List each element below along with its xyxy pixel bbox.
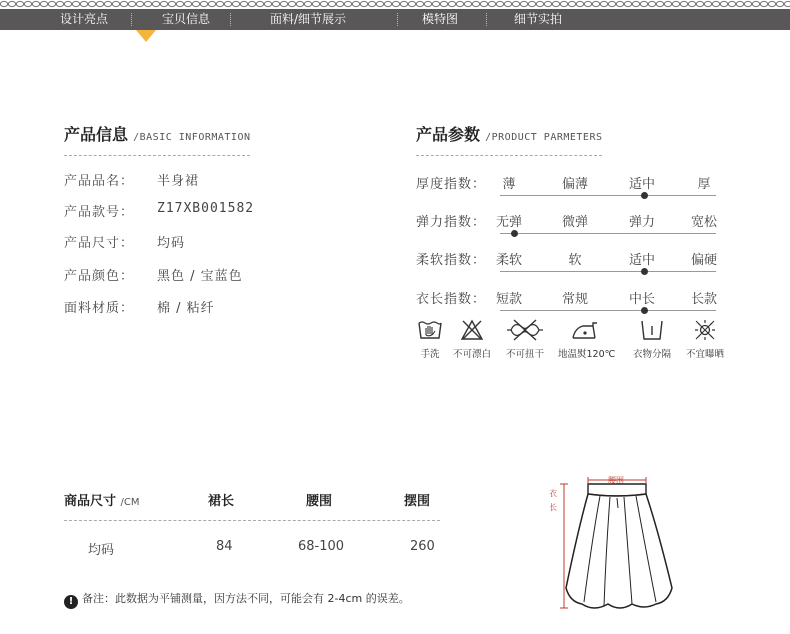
size-table-unit: /CM <box>120 497 140 508</box>
size-col-hem: 摆围 <box>404 494 431 509</box>
product-info-heading <box>64 122 250 145</box>
divider <box>416 155 602 156</box>
care-separate-wash <box>624 318 680 360</box>
param-level-indicator <box>511 230 518 237</box>
product-params-title: 产品参数 <box>416 125 481 144</box>
product-params-heading <box>416 122 602 145</box>
param-option: 长款 <box>690 292 717 307</box>
hand-wash-icon <box>417 318 443 342</box>
nav-bar <box>0 9 790 30</box>
divider <box>64 155 250 156</box>
active-tab-pointer-icon <box>136 30 156 42</box>
skirt-body <box>566 494 672 608</box>
nav-separator <box>486 13 487 26</box>
info-label-material: 面料材质： <box>64 301 135 316</box>
param-option: 偏薄 <box>561 177 588 192</box>
param-option: 弹力 <box>628 215 655 230</box>
param-scale-line <box>500 310 716 311</box>
info-label-name: 产品品名： <box>64 174 135 189</box>
param-option: 适中 <box>628 177 655 192</box>
param-option: 宽松 <box>690 215 717 230</box>
no-bleach-icon <box>459 318 485 342</box>
param-level-indicator <box>641 307 648 314</box>
measurement-note <box>64 590 410 609</box>
param-option: 适中 <box>628 253 655 268</box>
product-params-subtitle: /PRODUCT PARMETERS <box>485 132 603 143</box>
nav-item-design-highlights[interactable]: 设计亮点 <box>60 12 109 26</box>
info-label-color: 产品颜色： <box>64 269 135 284</box>
low-iron-icon <box>569 318 603 342</box>
care-label: 地温熨120℃ <box>558 349 616 360</box>
care-label: 衣物分隔 <box>632 349 671 360</box>
info-value-material: 棉 / 粘纤 <box>157 301 215 316</box>
care-low-iron <box>558 318 614 360</box>
info-value-name: 半身裙 <box>157 174 200 189</box>
param-label: 弹力指数： <box>416 215 487 230</box>
skirt-measurement-diagram <box>548 470 688 616</box>
waistband <box>588 484 646 496</box>
param-label: 厚度指数： <box>416 177 487 192</box>
separate-wash-icon <box>639 318 665 342</box>
warning-icon: ! <box>64 595 78 609</box>
param-option: 常规 <box>561 292 588 307</box>
no-wring-icon <box>505 318 545 342</box>
param-option: 软 <box>568 253 582 268</box>
waist-label: 腰围 <box>608 476 624 485</box>
decorative-chain-border <box>0 0 790 8</box>
nav-separator <box>397 13 398 26</box>
param-option: 无弹 <box>495 215 522 230</box>
info-label-sku: 产品款号： <box>64 205 135 220</box>
product-info-title: 产品信息 <box>64 125 129 144</box>
length-label-1: 衣 <box>549 489 557 498</box>
nav-separator <box>230 13 231 26</box>
size-cell-hem: 260 <box>410 539 435 554</box>
param-level-indicator <box>641 268 648 275</box>
size-cell-waist: 68-100 <box>298 539 345 554</box>
param-level-indicator <box>641 192 648 199</box>
nav-item-detail-shots[interactable]: 细节实拍 <box>514 12 563 26</box>
param-option: 中长 <box>628 292 655 307</box>
note-text: 备注：此数据为平铺测量，因方法不同，可能会有 2-4cm 的误差。 <box>82 592 410 605</box>
size-table-title-text: 商品尺寸 <box>64 494 117 509</box>
nav-item-fabric-details[interactable]: 面料/细节展示 <box>270 12 347 26</box>
nav-item-product-info[interactable]: 宝贝信息 <box>162 12 211 26</box>
param-option: 薄 <box>502 177 516 192</box>
care-no-sun <box>677 318 733 360</box>
divider <box>64 520 440 521</box>
param-scale-line <box>500 195 716 196</box>
info-value-color: 黑色 / 宝蓝色 <box>157 269 243 284</box>
param-option: 厚 <box>697 177 711 192</box>
param-label: 衣长指数： <box>416 292 487 307</box>
nav-item-model-photos[interactable]: 模特图 <box>422 12 459 26</box>
info-value-size: 均码 <box>157 236 186 251</box>
param-option: 偏硬 <box>690 253 717 268</box>
size-cell-size: 均码 <box>88 543 115 558</box>
size-table-title <box>64 490 140 509</box>
care-label: 不可扭干 <box>505 349 544 360</box>
nav-separator <box>131 13 132 26</box>
size-col-waist: 腰围 <box>306 494 333 509</box>
length-label-2: 长 <box>549 503 557 512</box>
param-scale-line <box>500 271 716 272</box>
care-label: 手洗 <box>420 349 440 360</box>
care-label: 不可漂白 <box>452 349 491 360</box>
info-label-size: 产品尺寸： <box>64 236 135 251</box>
size-col-length: 裙长 <box>208 494 235 509</box>
care-label: 不宜曝晒 <box>685 349 724 360</box>
info-value-sku: Z17XB001582 <box>157 201 255 216</box>
param-option: 柔软 <box>495 253 522 268</box>
product-info-subtitle: /BASIC INFORMATION <box>133 132 251 143</box>
no-sun-icon <box>692 318 718 342</box>
size-cell-length: 84 <box>216 539 233 554</box>
param-scale-line <box>500 233 716 234</box>
param-option: 短款 <box>495 292 522 307</box>
care-no-wring <box>497 318 553 360</box>
param-option: 微弹 <box>561 215 588 230</box>
care-no-bleach <box>444 318 500 360</box>
param-label: 柔软指数： <box>416 253 487 268</box>
